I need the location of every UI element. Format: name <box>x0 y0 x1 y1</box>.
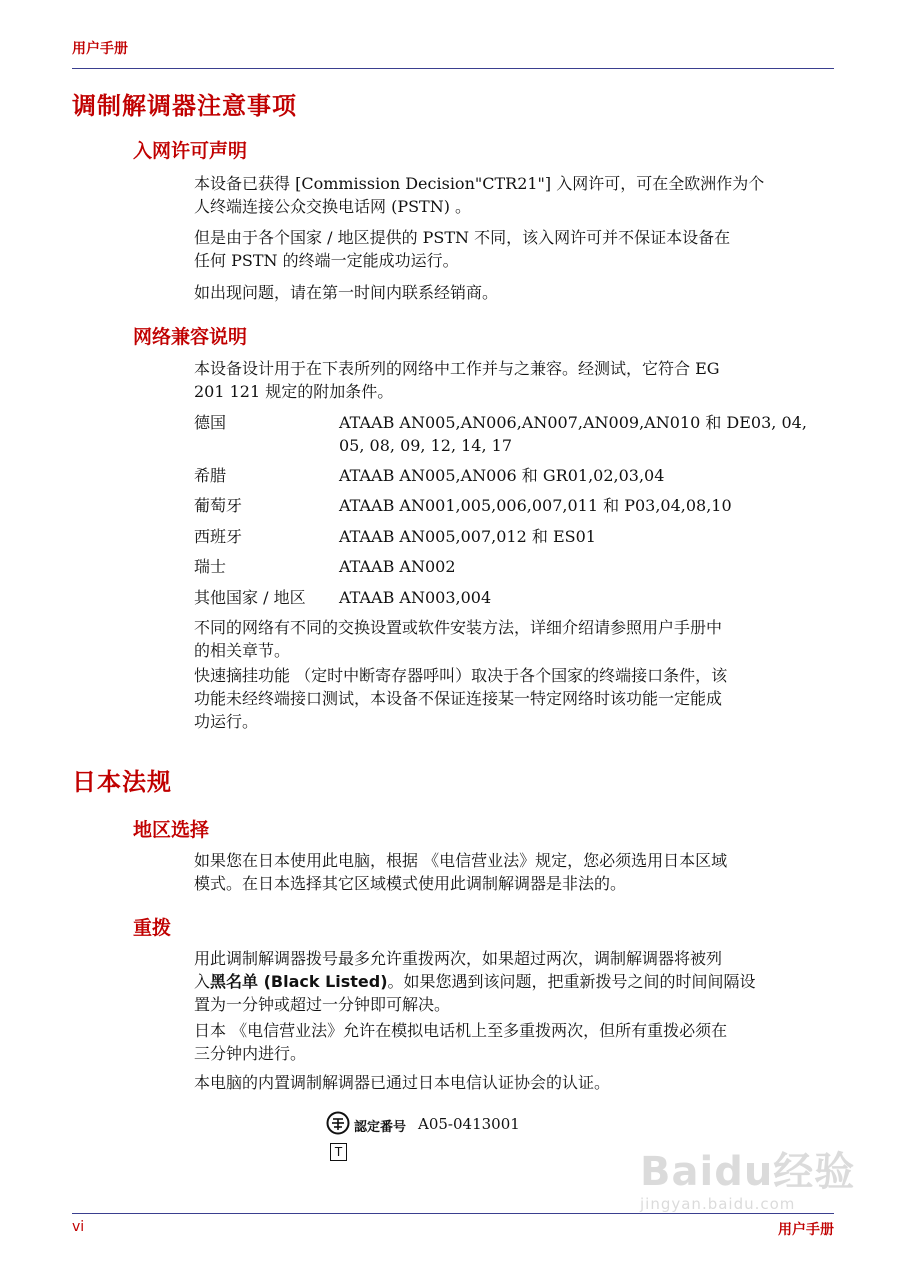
section-title-japan: 日本法规 <box>72 768 172 796</box>
paragraph-redial-3: 本电脑的内置调制解调器已通过日本电信认证协会的认证。 <box>194 1073 611 1092</box>
table-row-label: 瑞士 <box>194 557 227 576</box>
certification-mark <box>326 1110 520 1162</box>
table-row-value: ATAAB AN003,004 <box>339 588 492 607</box>
subsection-title-compat: 网络兼容说明 <box>133 326 248 348</box>
table-row-label: 葡萄牙 <box>194 496 243 515</box>
paragraph-region: 如果您在日本使用此电脑，根据 《电信营业法》规定，您必须选用日本区域 模式。在日本选择其它区域模式使用此调制解调器是非法的。 <box>194 851 728 893</box>
subsection-title-approval: 入网许可声明 <box>133 140 248 162</box>
footer-running-title: 用户手册 <box>778 1222 834 1238</box>
subsection-title-redial: 重拨 <box>133 917 172 939</box>
watermark: Baidu经验 jingyan.baidu.com <box>640 1149 856 1213</box>
table-row-value: ATAAB AN005,AN006 和 GR01,02,03,04 <box>339 466 665 485</box>
paragraph-approval-1: 本设备已获得 [Commission Decision"CTR21"] 入网许可，可在全欧洲作为个 人终端连接公众交换电话网 (PSTN) 。 <box>194 174 765 216</box>
table-row-value: ATAAB AN002 <box>339 557 456 576</box>
subsection-title-region: 地区选择 <box>133 819 210 841</box>
page-number: vi <box>72 1219 85 1235</box>
table-row-value: ATAAB AN005,007,012 和 ES01 <box>339 527 596 546</box>
paragraph-compat-intro: 本设备设计用于在下表所列的网络中工作并与之兼容。经测试，它符合 EG 201 121 规定的附加条件。 <box>194 359 720 401</box>
paragraph-compat-note-1: 不同的网络有不同的交换设置或软件安装方法，详细介绍请参照用户手册中 的相关章节。 <box>194 618 723 660</box>
table-row-value: ATAAB AN001,005,006,007,011 和 P03,04,08,10 <box>339 496 732 515</box>
telecom-cert-icon: T <box>326 1110 350 1162</box>
black-listed-term: 黑名单 (Black Listed) <box>210 972 388 991</box>
table-row-label: 希腊 <box>194 466 227 485</box>
footer-rule <box>72 1213 834 1214</box>
cert-label: 認定番号 <box>354 1120 407 1135</box>
paragraph-compat-note-2: 快速摘挂功能 （定时中断寄存器呼叫）取决于各个国家的终端接口条件，该 功能未经终端接口测试，本设备不保证连接某一特定网络时该功能一定能成 功运行。 <box>194 666 728 731</box>
header-rule <box>72 68 834 69</box>
table-row-label: 德国 <box>194 413 227 432</box>
cert-number: A05-0413001 <box>418 1115 520 1133</box>
running-header-title: 用户手册 <box>72 41 128 57</box>
table-row-label: 西班牙 <box>194 527 243 546</box>
table-row-label: 其他国家 / 地区 <box>194 588 306 607</box>
paragraph-approval-3: 如出现问题，请在第一时间内联系经销商。 <box>194 283 499 302</box>
table-row-value: ATAAB AN005,AN006,AN007,AN009,AN010 和 DE03, 04, 05, 08, 09, 12, 14, 17 <box>339 413 807 455</box>
paragraph-approval-2: 但是由于各个国家 / 地区提供的 PSTN 不同，该入网许可并不保证本设备在 任何 PSTN 的终端一定能成功运行。 <box>194 228 731 270</box>
paragraph-redial-1: 用此调制解调器拨号最多允许重拨两次，如果超过两次，调制解调器将被列 入黑名单 (Black Listed)。如果您遇到该问题，把重新拨号之间的时间间隔设 置为一分钟或超过一分钟即可解决。 <box>194 949 756 1014</box>
paragraph-redial-2: 日本 《电信营业法》允许在模拟电话机上至多重拨两次，但所有重拨必须在 三分钟内进行。 <box>194 1021 728 1063</box>
section-title-modem: 调制解调器注意事项 <box>72 92 297 120</box>
